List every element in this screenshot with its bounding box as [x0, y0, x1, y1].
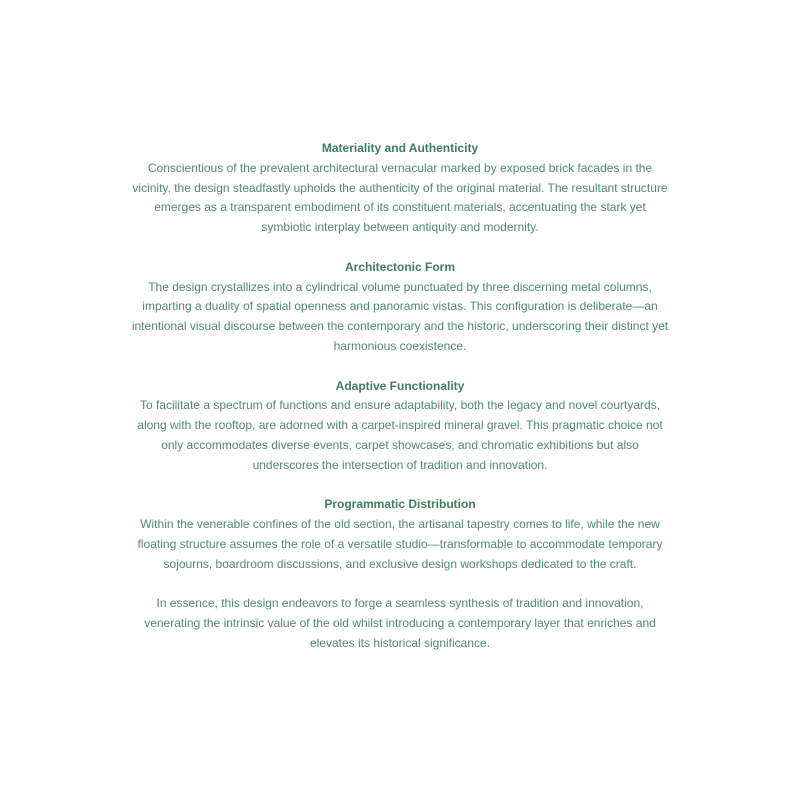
- section-conclusion: [128, 594, 672, 653]
- section-architectonic-form: [128, 258, 672, 357]
- section-paragraph: Conscientious of the prevalent architectural vernacular marked by exposed brick facades in the vicinity, the design steadfastly upholds the authenticity of the original material. The resultant structure emerges as a transparent embodiment of its constituent materials, accentuating the stark yet symbiotic interplay between antiquity and modernity.: [132, 160, 668, 235]
- section-paragraph: Within the venerable confines of the old section, the artisanal tapestry comes to life, while the new floating structure assumes the role of a versatile studio—transformable to accommodate temporary sojourns, boardroom discussions, and exclusive design workshops dedicated to the craft.: [137, 517, 663, 571]
- section-heading: Architectonic Form: [344, 259, 455, 274]
- document-body: [128, 139, 672, 674]
- section-programmatic-distribution: [128, 495, 672, 574]
- section-materiality: [128, 139, 672, 238]
- section-heading: Programmatic Distribution: [324, 497, 476, 512]
- conclusion-paragraph: In essence, this design endeavors to forge a seamless synthesis of tradition and innovation, venerating the intrinsic value of the old whilst introducing a contemporary layer that enriches and elevates its historical significance.: [144, 596, 656, 650]
- section-adaptive-functionality: [128, 377, 672, 476]
- section-paragraph: To facilitate a spectrum of functions and ensure adaptability, both the legacy and novel courtyards, along with the rooftop, are adorned with a carpet-inspired mineral gravel. This pragmatic choice not only accommodates diverse events, carpet showcases, and chromatic exhibitions but also underscores the intersection of tradition and innovation.: [137, 398, 663, 472]
- section-heading: Materiality and Authenticity: [321, 141, 479, 155]
- section-heading: Adaptive Functionality: [335, 378, 465, 393]
- section-paragraph: The design crystallizes into a cylindrical volume punctuated by three discerning metal columns, imparting a duality of spatial openness and panoramic vistas. This configuration is deliberate—an intentional visual discourse between the contemporary and the historic, underscoring their distinct yet harmonious coexistence.: [131, 279, 669, 353]
